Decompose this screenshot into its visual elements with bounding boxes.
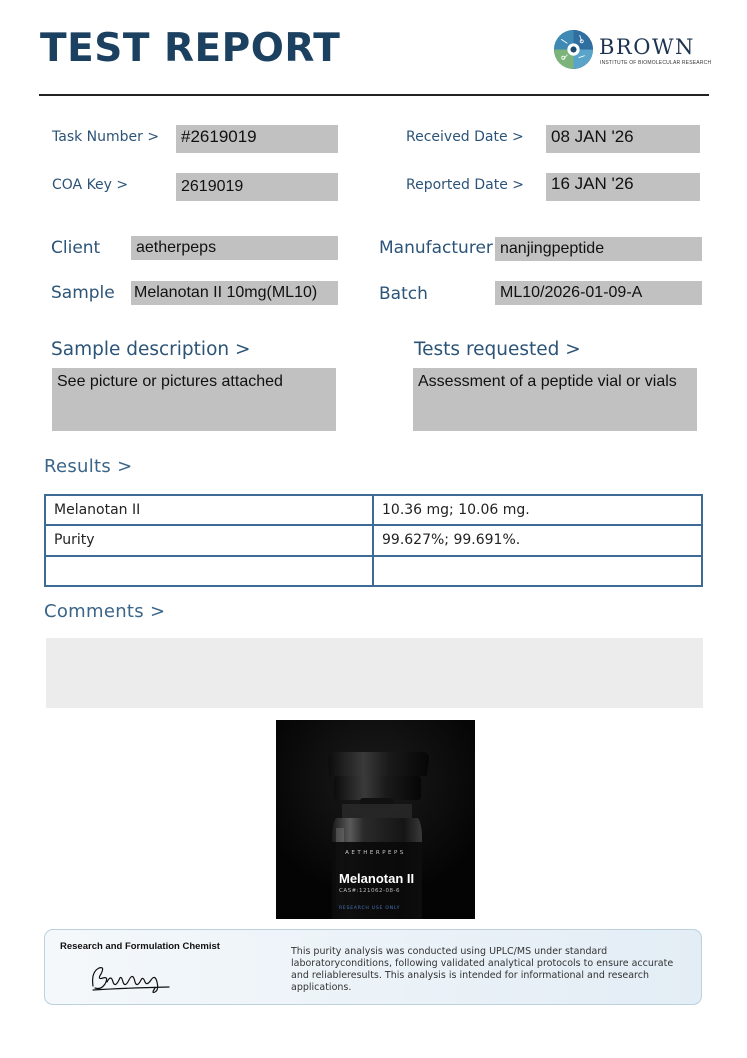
- sample-description-label: Sample description >: [51, 339, 251, 360]
- client-label: Client: [51, 238, 101, 258]
- footer-panel: [44, 929, 702, 1005]
- vial-cas: CAS#:121062-08-6: [339, 888, 401, 894]
- results-table: [44, 494, 703, 587]
- coa-key-label: COA Key >: [52, 177, 129, 193]
- coa-key-value: 2619019: [176, 173, 338, 201]
- table-row: [45, 556, 702, 586]
- received-date-value: 08 JAN '26: [546, 125, 700, 153]
- vial-photo: [276, 720, 475, 919]
- task-number-value: #2619019: [176, 125, 338, 153]
- logo-name: BROWN: [599, 35, 695, 59]
- sample-value: Melanotan II 10mg(ML10): [131, 281, 338, 305]
- comments-box: [46, 638, 703, 708]
- sample-description-value: See picture or pictures attached: [52, 368, 336, 431]
- result-value: 10.36 mg; 10.06 mg.: [373, 495, 702, 525]
- result-value: [373, 556, 702, 586]
- header-divider: [39, 94, 709, 96]
- brown-logo: [553, 29, 713, 73]
- manufacturer-value: nanjingpeptide: [495, 237, 702, 261]
- table-row: [45, 495, 702, 525]
- batch-value: ML10/2026-01-09-A: [495, 281, 702, 305]
- institute-emblem-icon: [553, 29, 594, 70]
- result-name: Melanotan II: [45, 495, 373, 525]
- vial-brand: AETHERPEPS: [345, 850, 406, 856]
- logo-subtitle: INSTITUTE OF BIOMOLECULAR RESEARCH: [600, 60, 712, 66]
- footer-note: This purity analysis was conducted using UPLC/MS under standard laboratoryconditions, following validated analytical protocols to ensure accurate and reliableresults. This analysis is intended for informational and research applications.: [291, 946, 674, 993]
- vial-footer: RESEARCH USE ONLY: [339, 906, 401, 911]
- result-value: 99.627%; 99.691%.: [373, 525, 702, 555]
- results-heading: Results >: [44, 456, 133, 477]
- task-number-label: Task Number >: [52, 129, 160, 145]
- table-row: [45, 525, 702, 555]
- client-value: aetherpeps: [131, 236, 338, 260]
- signature-icon: [85, 960, 185, 996]
- comments-heading: Comments >: [44, 601, 166, 622]
- tests-requested-value: Assessment of a peptide vial or vials: [413, 368, 697, 431]
- vial-product: Melanotan II: [339, 871, 415, 886]
- chemist-role: Research and Formulation Chemist: [60, 941, 220, 952]
- tests-requested-label: Tests requested >: [414, 339, 581, 360]
- reported-date-label: Reported Date >: [406, 177, 525, 193]
- sample-label: Sample: [51, 283, 115, 303]
- page-title: TEST REPORT: [40, 26, 341, 71]
- batch-label: Batch: [379, 284, 428, 304]
- signature: [85, 960, 185, 996]
- result-name: Purity: [45, 525, 373, 555]
- manufacturer-label: Manufacturer: [379, 238, 493, 258]
- result-name: [45, 556, 373, 586]
- reported-date-value: 16 JAN '26: [546, 173, 700, 201]
- received-date-label: Received Date >: [406, 129, 524, 145]
